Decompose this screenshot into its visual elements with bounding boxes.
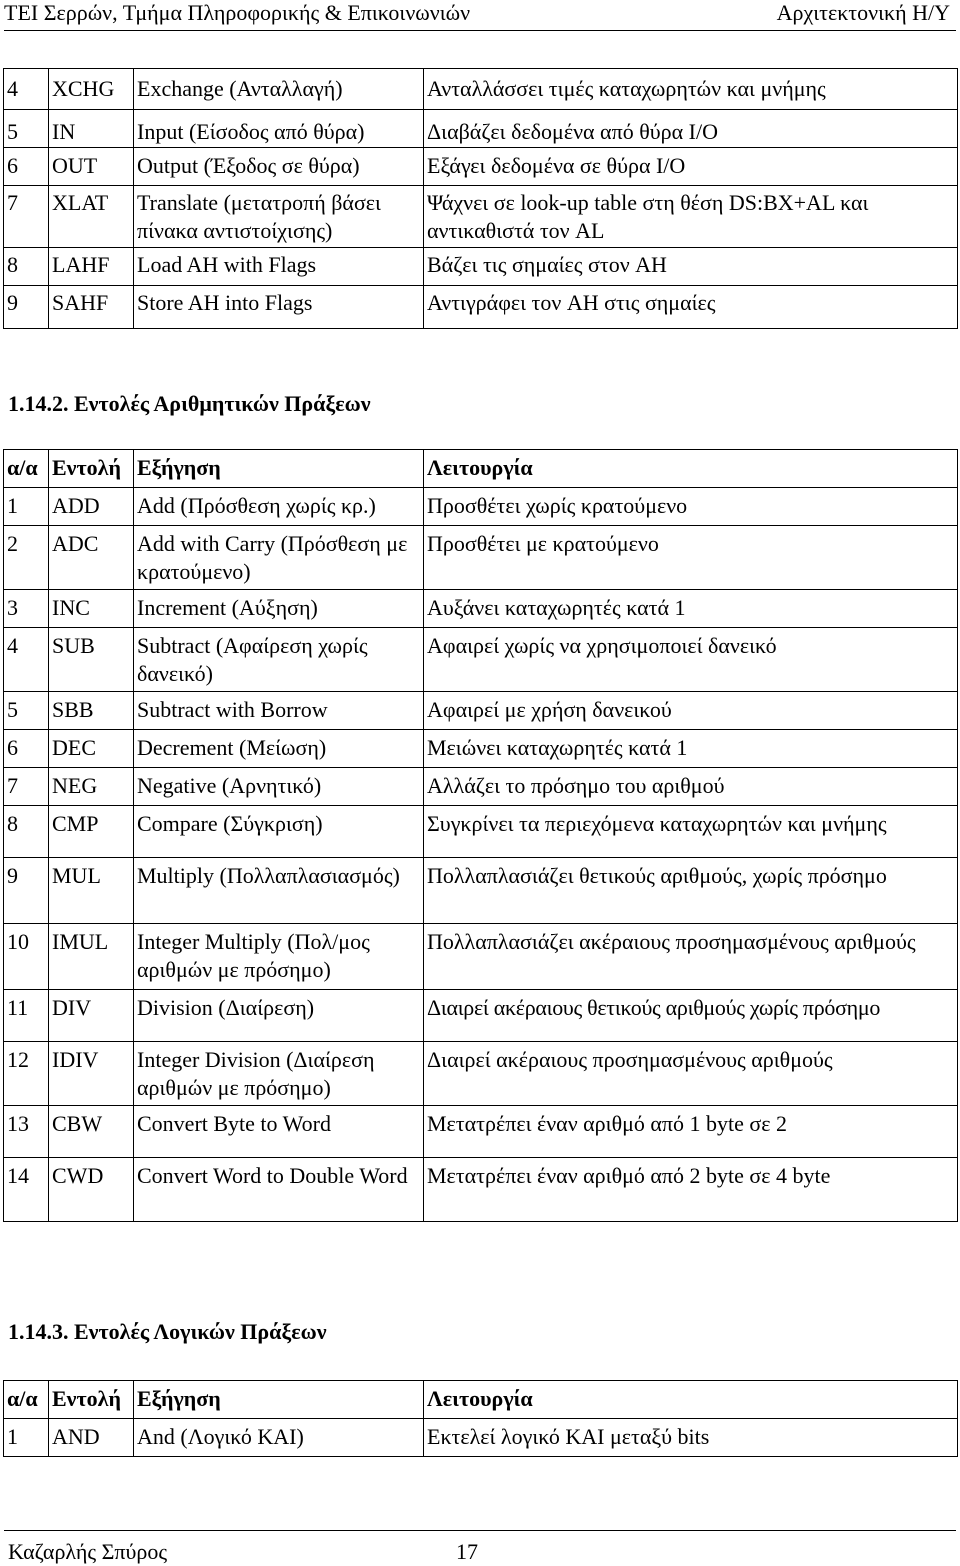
table-cell: 7 <box>4 768 49 806</box>
table-cell: Output (Έξοδος σε θύρα) <box>134 148 424 186</box>
table-cell: Division (Διαίρεση) <box>134 990 424 1042</box>
table-cell: Exchange (Ανταλλαγή) <box>134 69 424 110</box>
table-cell: 2 <box>4 526 49 590</box>
table-cell: Ανταλλάσσει τιμές καταχωρητών και μνήμης <box>424 69 958 110</box>
table-cell: Βάζει τις σημαίες στον AH <box>424 248 958 286</box>
table-cell: NEG <box>49 768 134 806</box>
table-header-cell: α/α <box>4 450 49 488</box>
table-row <box>4 1158 958 1222</box>
table-cell: Integer Multiply (Πολ/μος αριθμών με πρόσημο) <box>134 924 424 990</box>
table-cell: SAHF <box>49 286 134 329</box>
table-cell: Ψάχνει σε look-up table στη θέση DS:BX+AL και αντικαθιστά τον AL <box>424 186 958 248</box>
table-cell: Compare (Σύγκριση) <box>134 806 424 858</box>
table-cell: 7 <box>4 186 49 248</box>
arithmetic-table <box>3 449 958 1222</box>
table-cell: ADC <box>49 526 134 590</box>
table-cell: 4 <box>4 628 49 692</box>
table-cell: Store AH into Flags <box>134 286 424 329</box>
table-row <box>4 186 958 248</box>
table-cell: Συγκρίνει τα περιεχόμενα καταχωρητών και μνήμης <box>424 806 958 858</box>
table-cell: And (Λογικό ΚΑΙ) <box>134 1419 424 1457</box>
table-cell: Integer Division (Διαίρεση αριθμών με πρόσημο) <box>134 1042 424 1106</box>
table-row <box>4 806 958 858</box>
table-cell: CBW <box>49 1106 134 1158</box>
table-cell: LAHF <box>49 248 134 286</box>
table-cell: IDIV <box>49 1042 134 1106</box>
table-cell: Εκτελεί λογικό ΚΑΙ μεταξύ bits <box>424 1419 958 1457</box>
table-row <box>4 590 958 628</box>
table-cell: IMUL <box>49 924 134 990</box>
table-cell: 1 <box>4 1419 49 1457</box>
table-row <box>4 990 958 1042</box>
table-header-row <box>4 450 958 488</box>
header-left: ΤΕΙ Σερρών, Τμήμα Πληροφορικής & Επικοινωνιών <box>4 0 471 25</box>
table-cell: Decrement (Μείωση) <box>134 730 424 768</box>
table-header-row <box>4 1381 958 1419</box>
table-cell: SBB <box>49 692 134 730</box>
table-cell: Προσθέτει χωρίς κρατούμενο <box>424 488 958 526</box>
page-footer <box>4 1530 956 1566</box>
table-cell: Προσθέτει με κρατούμενο <box>424 526 958 590</box>
table-cell: 13 <box>4 1106 49 1158</box>
table-cell: Μετατρέπει έναν αριθμό από 1 byte σε 2 <box>424 1106 958 1158</box>
table-row <box>4 730 958 768</box>
table-cell: 5 <box>4 692 49 730</box>
table-row <box>4 110 958 148</box>
table-cell: CWD <box>49 1158 134 1222</box>
table-cell: Αφαιρεί χωρίς να χρησιμοποιεί δανεικό <box>424 628 958 692</box>
table-cell: XCHG <box>49 69 134 110</box>
table-cell: INC <box>49 590 134 628</box>
table-cell: 3 <box>4 590 49 628</box>
table-row <box>4 526 958 590</box>
table-cell: Διαβάζει δεδομένα από θύρα I/O <box>424 110 958 148</box>
table-cell: 6 <box>4 148 49 186</box>
table-header-cell: Λειτουργία <box>424 1381 958 1419</box>
table-cell: AND <box>49 1419 134 1457</box>
table-cell: Μετατρέπει έναν αριθμό από 2 byte σε 4 byte <box>424 1158 958 1222</box>
table-row <box>4 1419 958 1457</box>
table-cell: Εξάγει δεδομένα σε θύρα I/O <box>424 148 958 186</box>
table-cell: Multiply (Πολλαπλασιασμός) <box>134 858 424 924</box>
page-header <box>4 0 956 31</box>
logic-table <box>3 1380 958 1457</box>
section-title-arithmetic: 1.14.2. Εντολές Αριθμητικών Πράξεων <box>8 391 371 416</box>
table-row <box>4 69 958 110</box>
table-cell: Αλλάζει το πρόσημο του αριθμού <box>424 768 958 806</box>
table-cell: DEC <box>49 730 134 768</box>
table-row <box>4 628 958 692</box>
table-cell: 9 <box>4 286 49 329</box>
table-cell: Διαιρεί ακέραιους προσημασμένους αριθμούς <box>424 1042 958 1106</box>
table-cell: Convert Byte to Word <box>134 1106 424 1158</box>
table-cell: Πολλαπλασιάζει θετικούς αριθμούς, χωρίς πρόσημο <box>424 858 958 924</box>
table-cell: Αυξάνει καταχωρητές κατά 1 <box>424 590 958 628</box>
table-cell: Αφαιρεί με χρήση δανεικού <box>424 692 958 730</box>
section-title-logic: 1.14.3. Εντολές Λογικών Πράξεων <box>8 1319 327 1344</box>
table-cell: XLAT <box>49 186 134 248</box>
table-cell: Add (Πρόσθεση χωρίς κρ.) <box>134 488 424 526</box>
table-cell: Subtract (Αφαίρεση χωρίς δανεικό) <box>134 628 424 692</box>
header-right: Αρχιτεκτονική Η/Υ <box>776 0 950 25</box>
table-cell: 8 <box>4 806 49 858</box>
table-cell: Μειώνει καταχωρητές κατά 1 <box>424 730 958 768</box>
table-cell: Πολλαπλασιάζει ακέραιους προσημασμένους αριθμούς <box>424 924 958 990</box>
table-row <box>4 248 958 286</box>
table-cell: Add with Carry (Πρόσθεση με κρατούμενο) <box>134 526 424 590</box>
table-header-cell: Εξήγηση <box>134 450 424 488</box>
table-cell: OUT <box>49 148 134 186</box>
table-cell: 11 <box>4 990 49 1042</box>
table-cell: 10 <box>4 924 49 990</box>
table-cell: 14 <box>4 1158 49 1222</box>
table-cell: Load AH with Flags <box>134 248 424 286</box>
table-cell: MUL <box>49 858 134 924</box>
table-row <box>4 768 958 806</box>
footer-author: Καζαρλής Σπύρος <box>8 1539 168 1564</box>
table-row <box>4 692 958 730</box>
page-number: 17 <box>456 1539 478 1564</box>
table-row <box>4 148 958 186</box>
table-cell: Διαιρεί ακέραιους θετικούς αριθμούς χωρίς πρόσημο <box>424 990 958 1042</box>
table-header-cell: Εντολή <box>49 1381 134 1419</box>
table-cell: Subtract with Borrow <box>134 692 424 730</box>
table-cell: Translate (μετατροπή βάσει πίνακα αντιστοίχισης) <box>134 186 424 248</box>
table-cell: 9 <box>4 858 49 924</box>
table-cell: Convert Word to Double Word <box>134 1158 424 1222</box>
table-cell: Increment (Αύξηση) <box>134 590 424 628</box>
table-cell: 12 <box>4 1042 49 1106</box>
table-cell: 4 <box>4 69 49 110</box>
table-cell: 6 <box>4 730 49 768</box>
table-row <box>4 1042 958 1106</box>
table-cell: Input (Είσοδος από θύρα) <box>134 110 424 148</box>
table-row <box>4 488 958 526</box>
table-cell: Negative (Αρνητικό) <box>134 768 424 806</box>
table-cell: 5 <box>4 110 49 148</box>
table-row <box>4 858 958 924</box>
table-header-cell: Εντολή <box>49 450 134 488</box>
table-header-cell: Εξήγηση <box>134 1381 424 1419</box>
table-cell: ADD <box>49 488 134 526</box>
table-cell: SUB <box>49 628 134 692</box>
table-cell: 1 <box>4 488 49 526</box>
table-row <box>4 1106 958 1158</box>
table-row <box>4 286 958 329</box>
table-header-cell: Λειτουργία <box>424 450 958 488</box>
data-transfer-table <box>3 68 958 329</box>
table-cell: DIV <box>49 990 134 1042</box>
table-cell: Αντιγράφει τον AH στις σημαίες <box>424 286 958 329</box>
table-row <box>4 924 958 990</box>
table-cell: 8 <box>4 248 49 286</box>
table-cell: CMP <box>49 806 134 858</box>
table-header-cell: α/α <box>4 1381 49 1419</box>
table-cell: IN <box>49 110 134 148</box>
